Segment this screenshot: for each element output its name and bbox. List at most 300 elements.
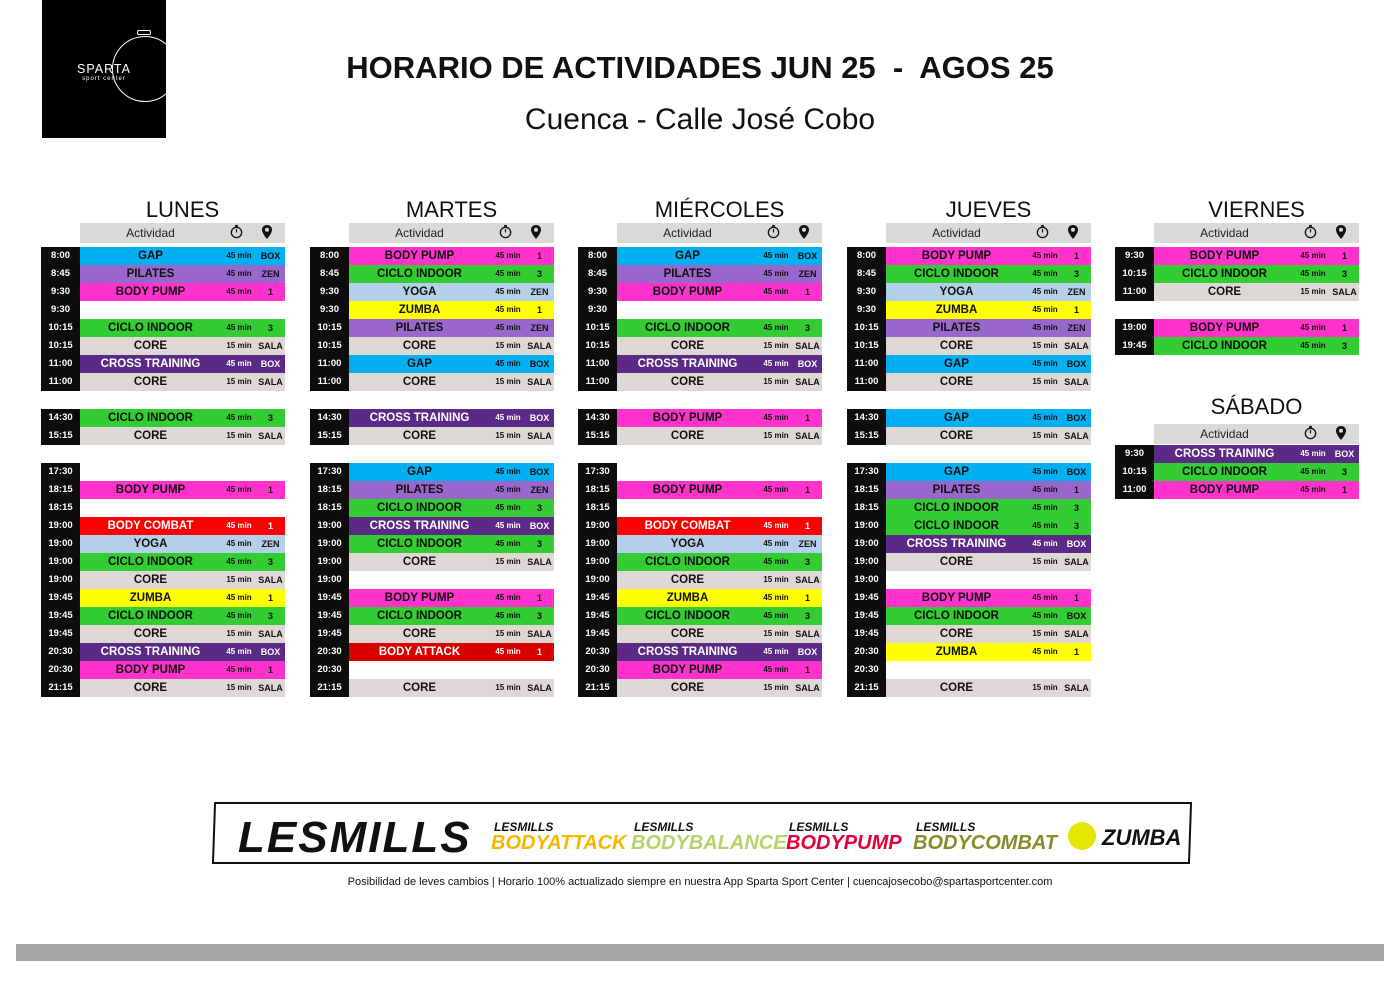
class-cell[interactable]: [617, 661, 822, 679]
time-cell: 21:15: [847, 679, 886, 697]
class-cell[interactable]: [80, 553, 285, 571]
class-cell[interactable]: [1154, 481, 1359, 499]
time-cell: 11:00: [578, 355, 617, 373]
class-duration: 45 min: [763, 251, 789, 260]
time-cell: 17:30: [310, 463, 349, 481]
class-cell[interactable]: [886, 607, 1091, 625]
class-room: 1: [1073, 305, 1079, 315]
class-name: CICLO INDOOR: [377, 268, 462, 280]
class-cell[interactable]: [349, 427, 554, 445]
class-duration: 45 min: [226, 413, 252, 422]
class-cell[interactable]: [349, 463, 554, 481]
class-duration: 15 min: [495, 431, 521, 440]
schedule-row: [847, 463, 1091, 481]
class-room: 3: [536, 539, 542, 549]
schedule-row: [1115, 319, 1359, 337]
time-cell: 9:30: [847, 301, 886, 319]
schedule-row: [41, 535, 285, 553]
class-cell[interactable]: [1154, 463, 1359, 481]
logo-subtitle: sport center: [82, 76, 126, 82]
schedule-row: [847, 571, 1091, 589]
empty-cell: [349, 661, 554, 679]
class-room: 3: [804, 323, 810, 333]
schedule-row: [578, 481, 822, 499]
class-cell[interactable]: [617, 535, 822, 553]
class-duration: 45 min: [1300, 251, 1326, 260]
class-room: 1: [267, 593, 273, 603]
class-room: SALA: [527, 557, 552, 567]
class-cell[interactable]: [80, 643, 285, 661]
class-room: SALA: [1064, 377, 1089, 387]
stopwatch-icon: [498, 224, 513, 239]
class-cell[interactable]: [617, 265, 822, 283]
schedule-row: [310, 355, 554, 373]
class-room: SALA: [1064, 683, 1089, 693]
schedule-row: [847, 319, 1091, 337]
class-name: YOGA: [939, 286, 974, 298]
class-name: CROSS TRAINING: [637, 358, 738, 370]
class-cell[interactable]: [80, 535, 285, 553]
schedule-row: [310, 319, 554, 337]
class-cell[interactable]: [886, 247, 1091, 265]
class-cell[interactable]: [617, 373, 822, 391]
class-duration: 45 min: [1032, 413, 1058, 422]
class-room: 3: [804, 611, 810, 621]
time-cell: 17:30: [578, 463, 617, 481]
stopwatch-icon: [1035, 224, 1050, 239]
class-cell[interactable]: [617, 355, 822, 373]
page-subtitle: Cuenca - Calle José Cobo: [524, 103, 876, 136]
schedule-row: [578, 517, 822, 535]
class-duration: 15 min: [226, 575, 252, 584]
class-name: CORE: [133, 628, 168, 640]
class-duration: 45 min: [1032, 647, 1058, 656]
class-room: 3: [1073, 269, 1079, 279]
empty-cell: [886, 661, 1091, 679]
class-name: CORE: [670, 430, 705, 442]
class-cell[interactable]: [886, 355, 1091, 373]
schedule-row: [310, 481, 554, 499]
class-duration: 15 min: [1032, 431, 1058, 440]
class-cell[interactable]: [617, 607, 822, 625]
class-room: 3: [536, 269, 542, 279]
class-duration: 15 min: [1032, 377, 1058, 386]
schedule-row: [847, 661, 1091, 679]
schedule-row: [1115, 445, 1359, 463]
class-cell[interactable]: [886, 373, 1091, 391]
activity-header-label: Actividad: [932, 226, 981, 240]
class-cell[interactable]: [617, 427, 822, 445]
time-cell: 10:15: [310, 337, 349, 355]
class-cell[interactable]: [617, 517, 822, 535]
time-cell: 19:45: [847, 589, 886, 607]
class-cell[interactable]: [886, 265, 1091, 283]
class-cell[interactable]: [1154, 337, 1359, 355]
class-cell[interactable]: [886, 499, 1091, 517]
class-cell[interactable]: [349, 283, 554, 301]
class-cell[interactable]: [886, 427, 1091, 445]
class-cell[interactable]: [617, 319, 822, 337]
class-room: SALA: [258, 341, 283, 351]
class-cell[interactable]: [617, 481, 822, 499]
schedule-row: [847, 589, 1091, 607]
schedule-row: [578, 373, 822, 391]
class-cell[interactable]: [349, 679, 554, 697]
class-cell[interactable]: [886, 535, 1091, 553]
class-cell[interactable]: [886, 319, 1091, 337]
class-room: 3: [536, 611, 542, 621]
class-cell[interactable]: [80, 589, 285, 607]
empty-cell: [617, 499, 822, 517]
class-name: CICLO INDOOR: [1182, 340, 1267, 352]
day-title: VIERNES: [1208, 197, 1305, 222]
class-name: CICLO INDOOR: [108, 610, 193, 622]
schedule-row: [578, 679, 822, 697]
class-duration: 45 min: [763, 485, 789, 494]
time-cell: 21:15: [578, 679, 617, 697]
class-cell[interactable]: [349, 607, 554, 625]
column-header: [80, 223, 285, 243]
activity-header-label: Actividad: [395, 226, 444, 240]
class-room: ZEN: [1067, 323, 1086, 333]
time-cell: 9:30: [578, 301, 617, 319]
class-duration: 45 min: [226, 647, 252, 656]
schedule-row: [41, 265, 285, 283]
program-small-label: LESMILLS: [494, 820, 554, 834]
class-room: 1: [1341, 485, 1347, 495]
class-cell[interactable]: [886, 643, 1091, 661]
class-name: CICLO INDOOR: [1182, 466, 1267, 478]
class-room: 1: [804, 287, 810, 297]
time-cell: 19:45: [578, 607, 617, 625]
class-duration: 45 min: [1032, 359, 1058, 368]
class-duration: 45 min: [495, 503, 521, 512]
class-name: CICLO INDOOR: [645, 556, 730, 568]
schedule-row: [310, 661, 554, 679]
activity-header-label: Actividad: [126, 226, 175, 240]
class-cell[interactable]: [349, 409, 554, 427]
class-duration: 45 min: [763, 647, 789, 656]
class-name: PILATES: [395, 484, 444, 496]
schedule-row: [578, 571, 822, 589]
class-room: SALA: [795, 431, 820, 441]
class-cell[interactable]: [886, 463, 1091, 481]
class-room: BOX: [529, 521, 550, 531]
class-name: CORE: [1207, 286, 1242, 298]
schedule-row: [310, 463, 554, 481]
class-cell[interactable]: [886, 589, 1091, 607]
class-name: CICLO INDOOR: [914, 502, 999, 514]
class-cell[interactable]: [80, 517, 285, 535]
class-name: GAP: [407, 466, 432, 478]
class-room: SALA: [527, 377, 552, 387]
class-duration: 45 min: [1300, 449, 1326, 458]
class-cell[interactable]: [80, 283, 285, 301]
class-cell[interactable]: [80, 481, 285, 499]
class-cell[interactable]: [349, 535, 554, 553]
class-room: BOX: [1066, 413, 1087, 423]
activity-header-label: Actividad: [1200, 226, 1249, 240]
class-cell[interactable]: [80, 337, 285, 355]
time-cell: 21:15: [310, 679, 349, 697]
class-duration: 15 min: [226, 377, 252, 386]
time-cell: 20:30: [578, 643, 617, 661]
class-cell[interactable]: [80, 409, 285, 427]
time-cell: 14:30: [41, 409, 80, 427]
class-cell[interactable]: [80, 679, 285, 697]
class-cell[interactable]: [80, 319, 285, 337]
class-name: CORE: [939, 682, 974, 694]
stopwatch-icon: [229, 224, 244, 239]
class-cell[interactable]: [886, 481, 1091, 499]
class-name: CORE: [939, 376, 974, 388]
class-duration: 45 min: [763, 557, 789, 566]
class-name: CORE: [402, 628, 437, 640]
class-duration: 45 min: [495, 539, 521, 548]
class-room: SALA: [527, 683, 552, 693]
class-name: YOGA: [670, 538, 705, 550]
class-room: SALA: [795, 575, 820, 585]
program-bodycombat: BODYCOMBAT: [913, 832, 1058, 854]
class-room: 1: [804, 593, 810, 603]
class-name: BODY COMBAT: [644, 520, 731, 532]
class-name: CORE: [939, 556, 974, 568]
class-cell[interactable]: [349, 553, 554, 571]
class-name: CORE: [670, 682, 705, 694]
schedule-row: [847, 373, 1091, 391]
class-duration: 45 min: [226, 539, 252, 548]
class-name: ZUMBA: [129, 592, 172, 604]
time-cell: 19:45: [578, 625, 617, 643]
schedule-row: [847, 607, 1091, 625]
class-cell[interactable]: [80, 355, 285, 373]
location-pin-icon: [798, 224, 810, 240]
class-name: GAP: [944, 358, 969, 370]
class-name: CICLO INDOOR: [914, 268, 999, 280]
column-header: [886, 223, 1091, 243]
class-name: BODY PUMP: [921, 250, 992, 262]
day-title: MARTES: [405, 197, 498, 222]
class-cell[interactable]: [349, 319, 554, 337]
schedule-row: [847, 535, 1091, 553]
schedule-row: [310, 535, 554, 553]
time-cell: 15:15: [847, 427, 886, 445]
schedule-row: [1115, 463, 1359, 481]
class-name: CORE: [402, 340, 437, 352]
schedule-row: [310, 409, 554, 427]
schedule-row: [310, 607, 554, 625]
class-cell[interactable]: [80, 427, 285, 445]
class-cell[interactable]: [617, 643, 822, 661]
activity-header-label: Actividad: [663, 226, 712, 240]
class-duration: 15 min: [226, 683, 252, 692]
time-cell: 19:00: [578, 535, 617, 553]
class-cell[interactable]: [349, 625, 554, 643]
time-cell: 17:30: [847, 463, 886, 481]
class-cell[interactable]: [80, 625, 285, 643]
class-name: BODY PUMP: [652, 664, 723, 676]
class-name: CICLO INDOOR: [377, 538, 462, 550]
footer-note: Posibilidad de leves cambios | Horario 100% actualizado siempre en nuestra App Sparta Sport Center | cuencajosecobo@spartasportcenter.com: [347, 876, 1053, 888]
class-name: CICLO INDOOR: [645, 322, 730, 334]
class-duration: 15 min: [226, 629, 252, 638]
class-duration: 15 min: [226, 341, 252, 350]
schedule-row: [310, 337, 554, 355]
class-cell[interactable]: [886, 679, 1091, 697]
class-cell[interactable]: [1154, 283, 1359, 301]
class-name: CICLO INDOOR: [377, 610, 462, 622]
time-cell: 19:00: [847, 571, 886, 589]
time-cell: 10:15: [578, 319, 617, 337]
class-duration: 45 min: [226, 557, 252, 566]
class-duration: 45 min: [495, 305, 521, 314]
program-small-label: LESMILLS: [789, 820, 849, 834]
empty-cell: [80, 301, 285, 319]
schedule-row: [578, 247, 822, 265]
schedule-row: [578, 265, 822, 283]
class-duration: 45 min: [495, 359, 521, 368]
class-room: 1: [536, 647, 542, 657]
class-cell[interactable]: [617, 571, 822, 589]
time-cell: 18:15: [847, 481, 886, 499]
class-cell[interactable]: [349, 589, 554, 607]
class-cell[interactable]: [349, 301, 554, 319]
class-duration: 45 min: [495, 269, 521, 278]
class-duration: 45 min: [226, 251, 252, 260]
class-cell[interactable]: [886, 409, 1091, 427]
class-cell[interactable]: [617, 679, 822, 697]
class-name: BODY PUMP: [652, 412, 723, 424]
class-name: BODY PUMP: [921, 592, 992, 604]
class-cell[interactable]: [80, 265, 285, 283]
class-cell[interactable]: [80, 607, 285, 625]
class-name: CROSS TRAINING: [100, 358, 201, 370]
empty-cell: [617, 301, 822, 319]
location-pin-icon: [261, 224, 273, 240]
schedule-row: [310, 589, 554, 607]
class-cell[interactable]: [349, 265, 554, 283]
class-cell[interactable]: [886, 301, 1091, 319]
class-cell[interactable]: [617, 589, 822, 607]
schedule-row: [1115, 265, 1359, 283]
class-cell[interactable]: [349, 373, 554, 391]
class-cell[interactable]: [349, 247, 554, 265]
class-cell[interactable]: [80, 661, 285, 679]
class-cell[interactable]: [617, 283, 822, 301]
program-bodybalance: BODYBALANCE: [631, 832, 787, 854]
time-cell: 10:15: [41, 337, 80, 355]
class-name: CORE: [670, 574, 705, 586]
class-cell[interactable]: [349, 499, 554, 517]
class-cell[interactable]: [886, 517, 1091, 535]
class-room: 1: [1073, 647, 1079, 657]
class-cell[interactable]: [349, 481, 554, 499]
class-name: CICLO INDOOR: [108, 412, 193, 424]
logo-brand: SPARTA: [77, 62, 131, 76]
time-cell: 20:30: [310, 661, 349, 679]
class-cell[interactable]: [349, 517, 554, 535]
class-room: 1: [804, 521, 810, 531]
class-room: SALA: [1064, 431, 1089, 441]
class-cell[interactable]: [349, 643, 554, 661]
class-cell[interactable]: [349, 355, 554, 373]
zumba-logo: ZUMBA: [1102, 825, 1182, 850]
schedule-row: [310, 373, 554, 391]
class-duration: 45 min: [763, 593, 789, 602]
class-cell[interactable]: [1154, 445, 1359, 463]
class-duration: 45 min: [495, 413, 521, 422]
class-name: CORE: [670, 628, 705, 640]
class-cell[interactable]: [349, 337, 554, 355]
class-name: GAP: [944, 412, 969, 424]
class-cell[interactable]: [886, 283, 1091, 301]
class-duration: 15 min: [763, 431, 789, 440]
class-cell[interactable]: [80, 247, 285, 265]
class-cell[interactable]: [617, 625, 822, 643]
class-duration: 45 min: [495, 593, 521, 602]
class-name: ZUMBA: [666, 592, 709, 604]
class-duration: 45 min: [1032, 539, 1058, 548]
stopwatch-icon: [1303, 224, 1318, 239]
schedule-row: [578, 427, 822, 445]
time-cell: 11:00: [847, 373, 886, 391]
class-name: CICLO INDOOR: [914, 520, 999, 532]
class-cell[interactable]: [617, 247, 822, 265]
class-cell[interactable]: [886, 553, 1091, 571]
class-cell[interactable]: [886, 337, 1091, 355]
class-cell[interactable]: [1154, 265, 1359, 283]
class-name: YOGA: [402, 286, 437, 298]
schedule-row: [310, 283, 554, 301]
schedule-row: [1115, 337, 1359, 355]
class-room: BOX: [260, 647, 281, 657]
class-name: YOGA: [133, 538, 168, 550]
schedule-row: [847, 355, 1091, 373]
time-cell: 18:15: [310, 499, 349, 517]
class-duration: 45 min: [1300, 467, 1326, 476]
time-cell: 8:00: [847, 247, 886, 265]
class-room: 3: [267, 413, 273, 423]
time-cell: 19:00: [41, 553, 80, 571]
class-room: BOX: [529, 359, 550, 369]
class-cell[interactable]: [80, 571, 285, 589]
class-cell[interactable]: [617, 553, 822, 571]
schedule-row: [847, 283, 1091, 301]
schedule-row: [1115, 481, 1359, 499]
time-cell: 19:00: [41, 535, 80, 553]
class-cell[interactable]: [1154, 319, 1359, 337]
class-cell[interactable]: [617, 409, 822, 427]
class-name: BODY PUMP: [1189, 250, 1260, 262]
class-cell[interactable]: [886, 625, 1091, 643]
class-duration: 45 min: [226, 359, 252, 368]
class-room: 1: [1073, 251, 1079, 261]
class-name: ZUMBA: [398, 304, 441, 316]
time-cell: 11:00: [1115, 481, 1154, 499]
class-cell[interactable]: [80, 373, 285, 391]
schedule-row: [41, 301, 285, 319]
class-duration: 45 min: [1300, 323, 1326, 332]
class-room: ZEN: [1067, 287, 1086, 297]
class-duration: 45 min: [1032, 503, 1058, 512]
time-cell: 19:00: [310, 535, 349, 553]
class-cell[interactable]: [1154, 247, 1359, 265]
class-cell[interactable]: [617, 337, 822, 355]
schedule-row: [310, 625, 554, 643]
schedule-row: [578, 643, 822, 661]
schedule-row: [41, 553, 285, 571]
time-cell: 18:15: [578, 499, 617, 517]
